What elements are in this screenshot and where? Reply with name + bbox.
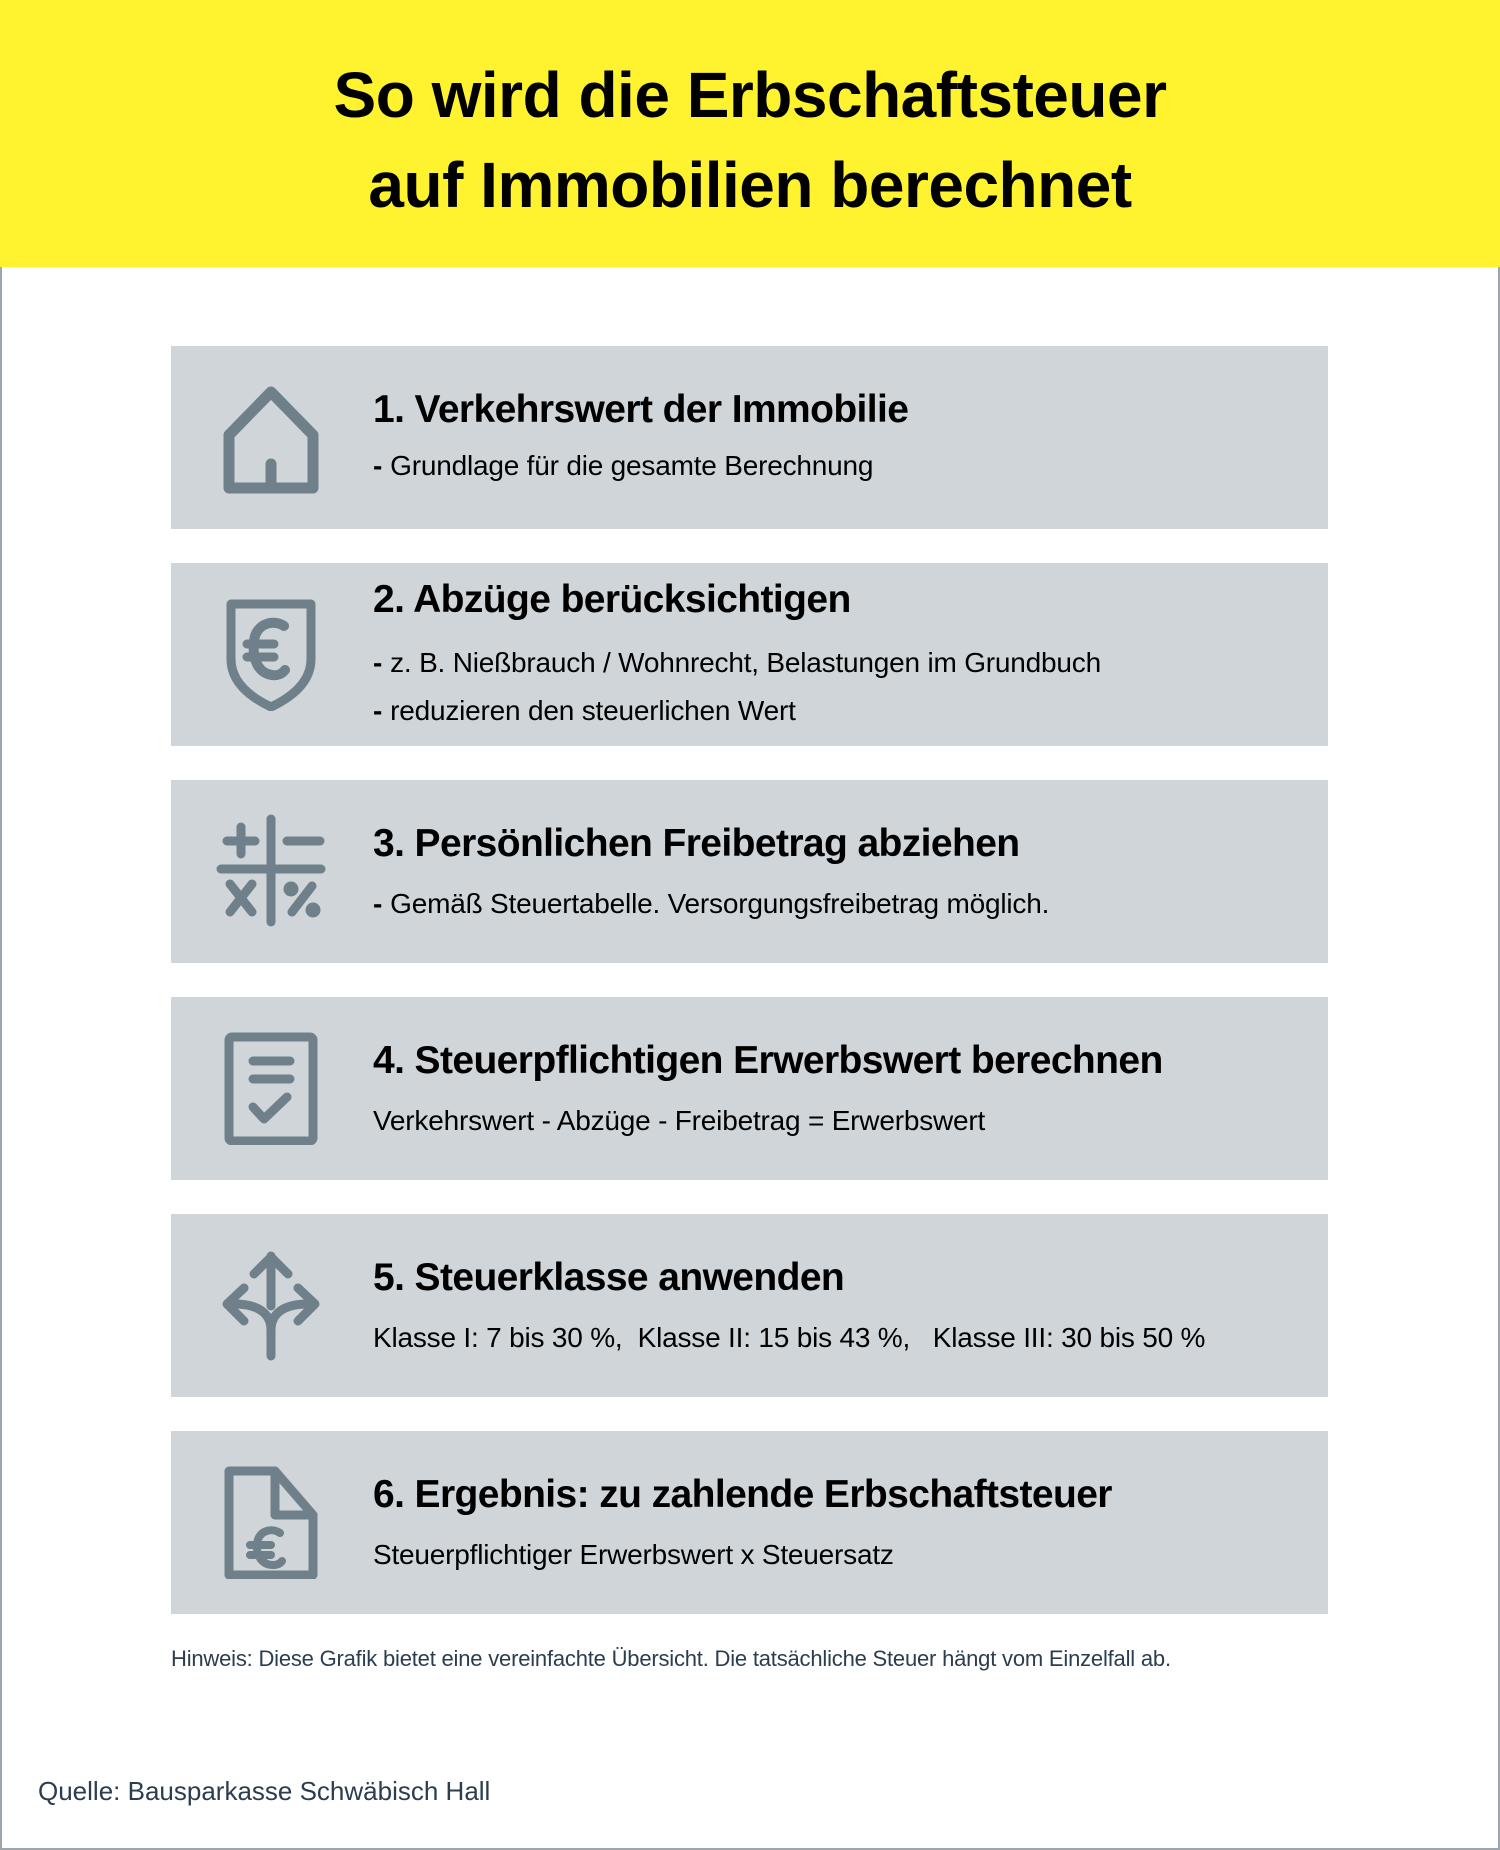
step-2-line-1: - z. B. Nießbrauch / Wohnrecht, Belastungen im Grundbuch [373,647,1101,678]
euro-document-icon [214,1465,328,1579]
step-card-6 [171,1431,1328,1614]
bullet-dash: - [373,450,383,481]
step-6-title: 6. Ergebnis: zu zahlende Erbschaftsteuer [373,1473,1112,1516]
checklist-document-icon [214,1031,328,1145]
step-3-line-1: - Gemäß Steuertabelle. Versorgungsfreibetrag möglich. [373,888,1050,919]
euro-shield-icon [214,597,328,711]
header-banner [0,0,1500,267]
step-2-line-2: - reduzieren den steuerlichen Wert [373,695,796,726]
step-card-1 [171,346,1328,529]
step-4-title: 4. Steuerpflichtigen Erwerbswert berechnen [373,1039,1163,1082]
step-3-title: 3. Persönlichen Freibetrag abziehen [373,822,1020,865]
step-1-title: 1. Verkehrswert der Immobilie [373,388,909,431]
step-card-5 [171,1214,1328,1397]
page-title-line-2: auf Immobilien berechnet [368,149,1132,221]
split-arrows-icon [214,1248,328,1362]
disclaimer-note: Hinweis: Diese Grafik bietet eine vereinfachte Übersicht. Die tatsächliche Steuer hängt vom Einzelfall ab. [171,1646,1171,1671]
step-2-title: 2. Abzüge berücksichtigen [373,578,851,621]
step-card-3 [171,780,1328,963]
calculator-operators-icon [214,814,328,928]
page-title [0,50,1500,230]
page-title-line-1: So wird die Erbschaftsteuer [333,59,1167,131]
step-5-title: 5. Steuerklasse anwenden [373,1256,845,1299]
source-credit: Quelle: Bausparkasse Schwäbisch Hall [38,1776,491,1806]
step-6-line-1: Steuerpflichtiger Erwerbswert x Steuersatz [373,1539,894,1570]
step-4-line-1: Verkehrswert - Abzüge - Freibetrag = Erwerbswert [373,1105,986,1136]
step-card-4 [171,997,1328,1180]
step-1-line-1: - Grundlage für die gesamte Berechnung [373,450,874,481]
step-5-line-1: Klasse I: 7 bis 30 %, Klasse II: 15 bis 43 %, Klasse III: 30 bis 50 % [373,1322,1206,1353]
house-icon [214,380,328,494]
